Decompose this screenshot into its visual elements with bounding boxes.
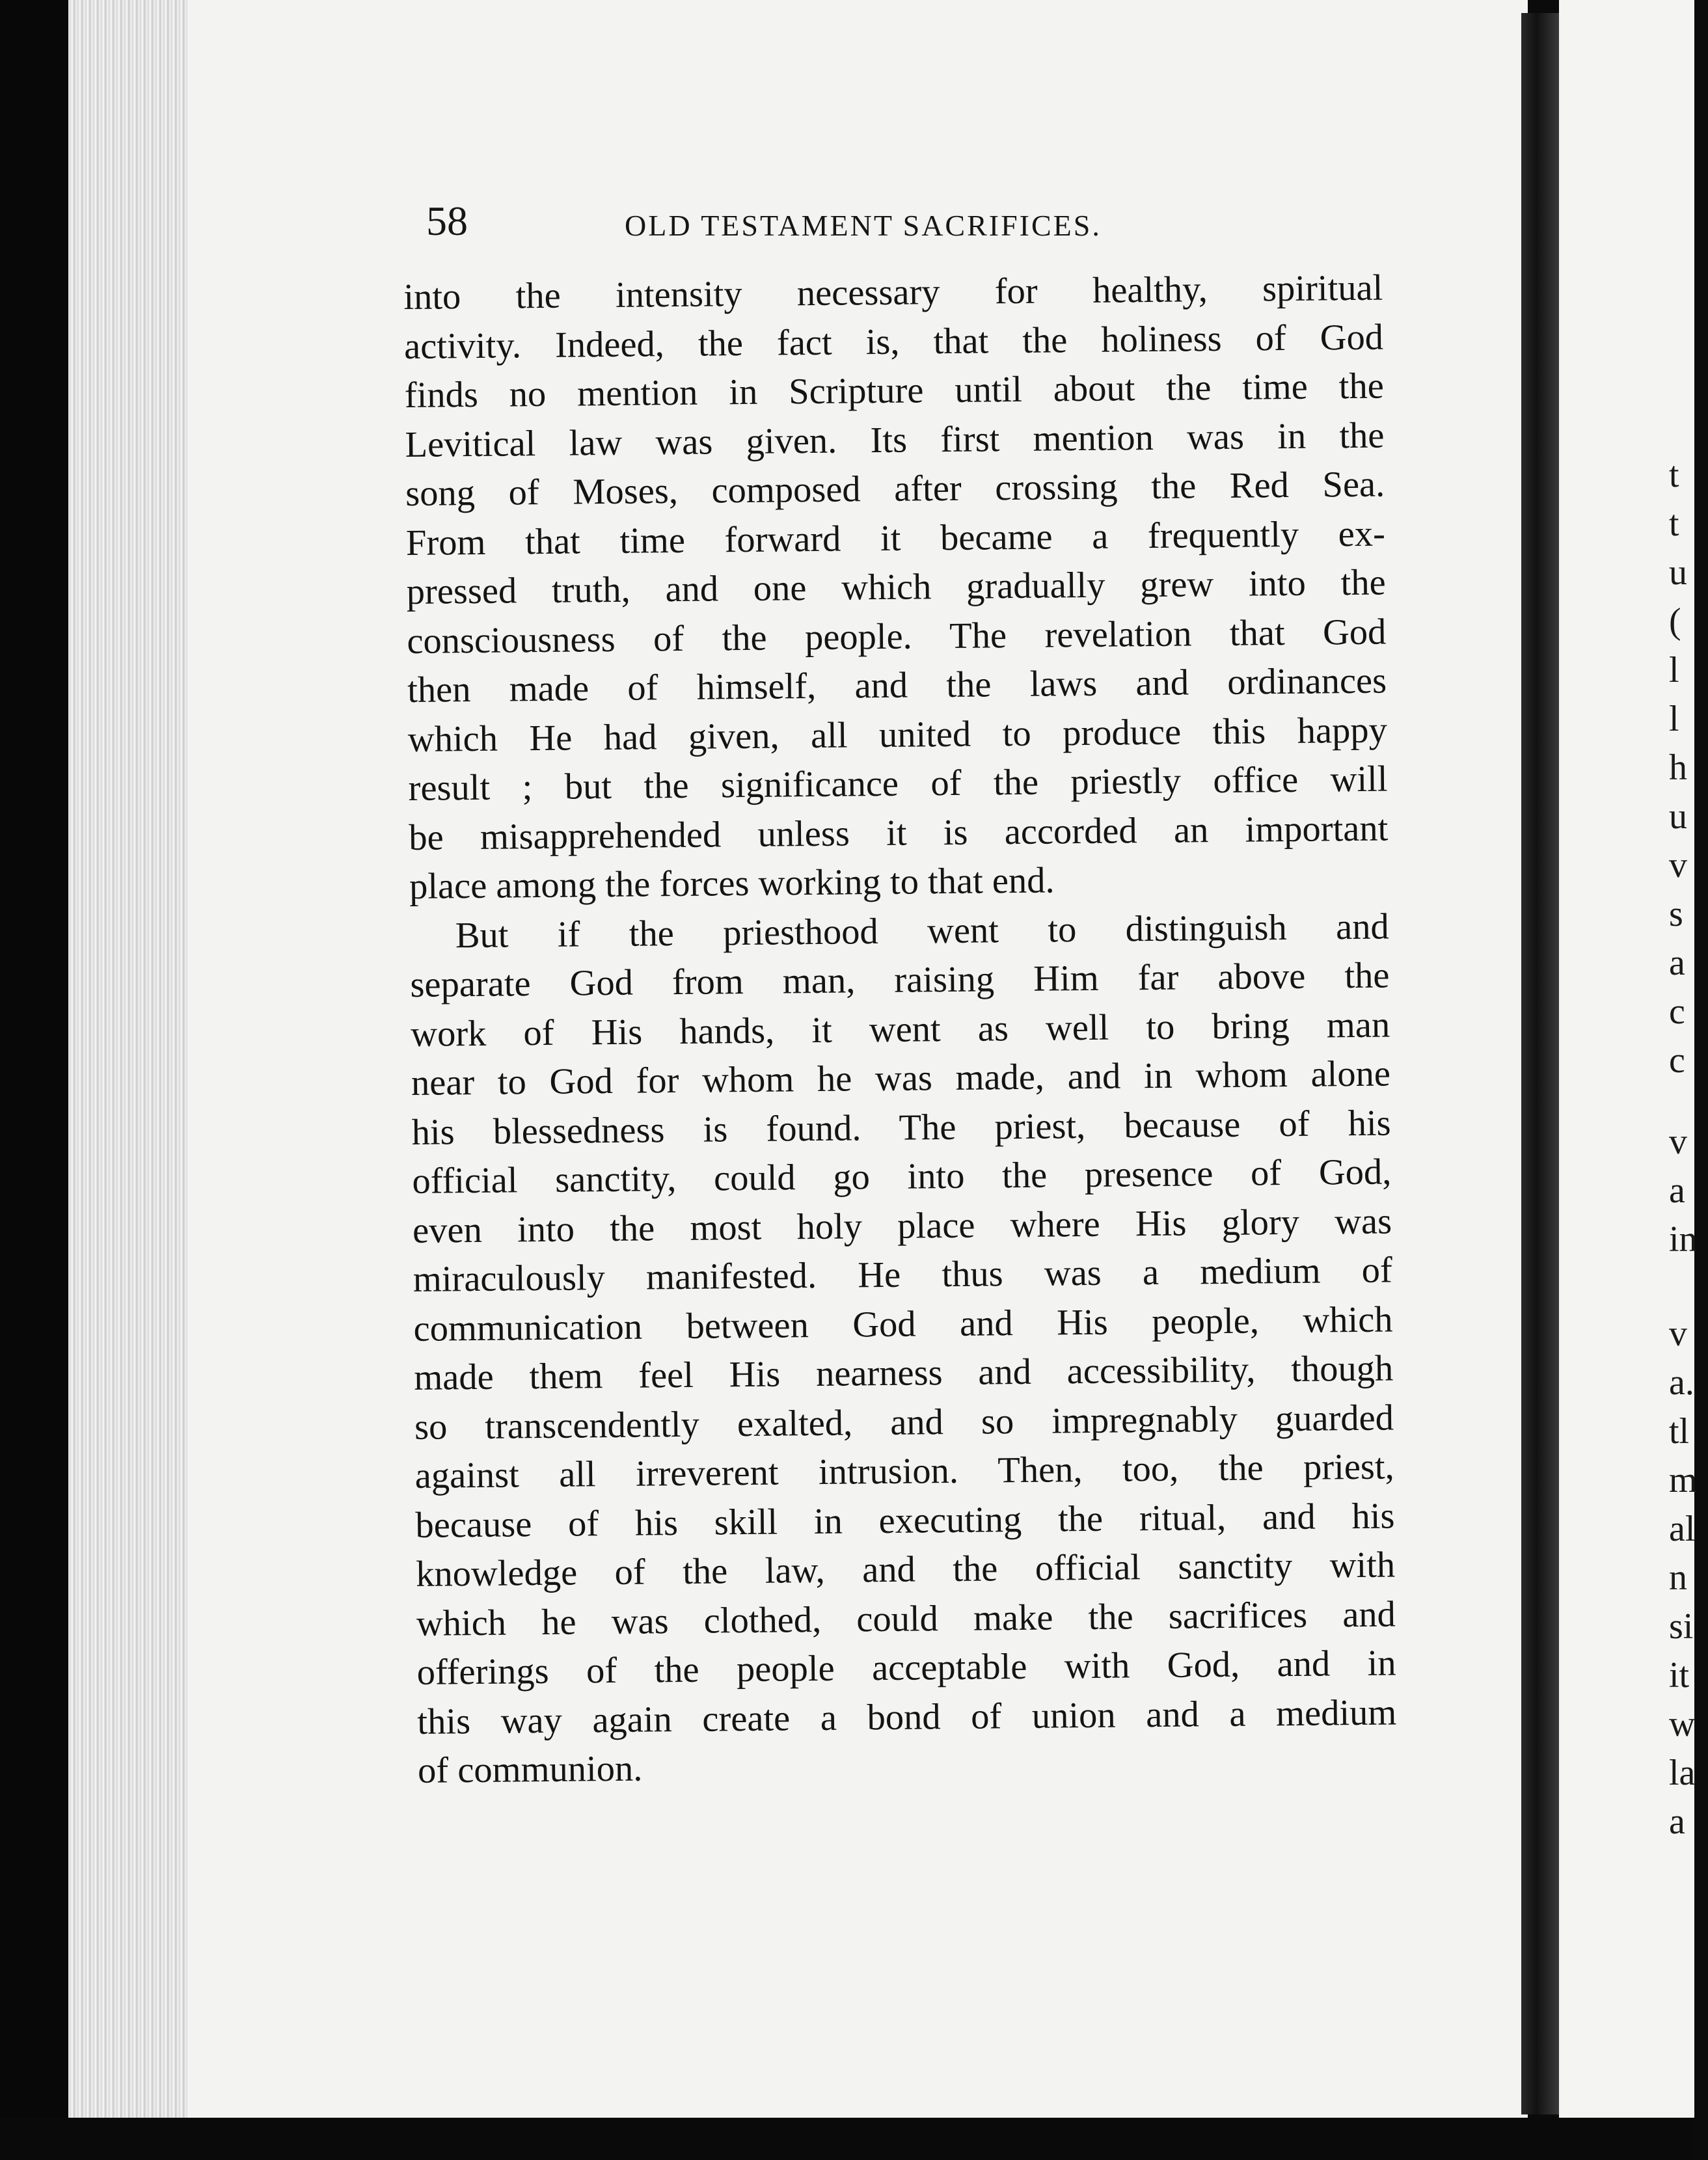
fragment: w	[1669, 1704, 1696, 1744]
text-line: work of His hands, it went as well to bring man	[410, 1005, 1390, 1055]
fragment: v	[1669, 845, 1687, 885]
text-line: But if the priesthood went to distinguish and	[455, 906, 1390, 956]
fragment: al	[1669, 1509, 1696, 1549]
text-line: which He had given, all united to produce this happy	[407, 710, 1388, 760]
fragment: t	[1669, 455, 1679, 495]
text-line: of communion.	[417, 1748, 643, 1791]
text-line: Levitical law was given. Its first mention was in the	[405, 415, 1385, 465]
fragment: c	[1669, 992, 1685, 1032]
book-gutter	[1521, 13, 1559, 2114]
text-line: his blessedness is found. The priest, because of his	[411, 1102, 1391, 1153]
body-text	[403, 264, 1397, 1796]
fragment: m	[1669, 1460, 1698, 1500]
text-line: separate God from man, raising Him far above the	[410, 955, 1390, 1005]
text-line: song of Moses, composed after crossing the Red Sea.	[405, 464, 1385, 514]
text-line: official sanctity, could go into the presence of God,	[412, 1152, 1392, 1202]
text-line: against all irreverent intrusion. Then, too, the priest,	[414, 1446, 1394, 1496]
fragment: a	[1669, 1170, 1685, 1211]
fragment: tl	[1669, 1411, 1690, 1451]
fragment: t	[1669, 504, 1679, 544]
fragment: la	[1669, 1753, 1696, 1793]
fragment: l	[1669, 699, 1679, 739]
fragment: c	[1669, 1040, 1685, 1081]
text-line: so transcendently exalted, and so impregnably guarded	[414, 1397, 1394, 1448]
text-line: finds no mention in Scripture until about the time the	[404, 366, 1385, 416]
fragment: v	[1669, 1122, 1687, 1162]
page-header	[426, 195, 1194, 247]
paragraph-1	[403, 264, 1389, 912]
text-line: From that time forward it became a frequently ex-	[405, 513, 1386, 563]
text-line: made them feel His nearness and accessibility, though	[414, 1348, 1394, 1398]
page-edge-stack	[68, 0, 191, 2134]
text-line: this way again create a bond of union and a medium	[417, 1692, 1397, 1742]
text-line: be misapprehended unless it is accorded an important	[409, 808, 1389, 858]
fragment: h	[1669, 748, 1687, 788]
scanner-bottom-margin	[0, 2118, 1694, 2160]
fragment: n	[1669, 1558, 1687, 1598]
fragment: a.	[1669, 1362, 1694, 1403]
text-line: even into the most holy place where His glory was	[412, 1200, 1392, 1251]
fragment: (	[1669, 601, 1681, 641]
scanner-left-margin	[0, 0, 72, 2160]
fragment: s	[1669, 894, 1683, 934]
fragment: in	[1669, 1219, 1698, 1260]
text-line: activity. Indeed, the fact is, that the holiness of God	[403, 317, 1384, 367]
fragment: u	[1669, 552, 1687, 593]
text-line: pressed truth, and one which gradually grew into the	[406, 562, 1386, 612]
text-line: result ; but the significance of the priestly office will	[408, 759, 1388, 809]
fragment: it	[1669, 1655, 1690, 1695]
fragment: v	[1669, 1314, 1687, 1354]
fragment: u	[1669, 796, 1687, 837]
text-line: offerings of the people acceptable with God, and in	[416, 1643, 1396, 1693]
text-line: communication between God and His people, which	[413, 1299, 1393, 1349]
text-line: place among the forces working to that end.	[409, 860, 1055, 907]
page-number: 58	[426, 198, 468, 244]
running-title: OLD TESTAMENT SACRIFICES.	[625, 209, 1102, 242]
text-line: because of his skill in executing the ritual, and his	[415, 1495, 1395, 1546]
fragment: a	[1669, 1802, 1685, 1842]
text-line: consciousness of the people. The revelation that God	[407, 612, 1387, 662]
fragment: si	[1669, 1606, 1694, 1647]
paragraph-2	[409, 902, 1397, 1796]
fragment: l	[1669, 650, 1679, 690]
fragment: a	[1669, 943, 1685, 983]
text-line: miraculously manifested. He thus was a medium of	[413, 1250, 1393, 1300]
text-line: which he was clothed, could make the sacrifices and	[416, 1593, 1396, 1644]
text-line: knowledge of the law, and the official sanctity with	[415, 1545, 1396, 1595]
text-line: near to God for whom he was made, and in whom alone	[411, 1053, 1391, 1103]
text-line: into the intensity necessary for healthy, spiritual	[403, 267, 1383, 317]
text-line: then made of himself, and the laws and ordinances	[407, 660, 1387, 710]
